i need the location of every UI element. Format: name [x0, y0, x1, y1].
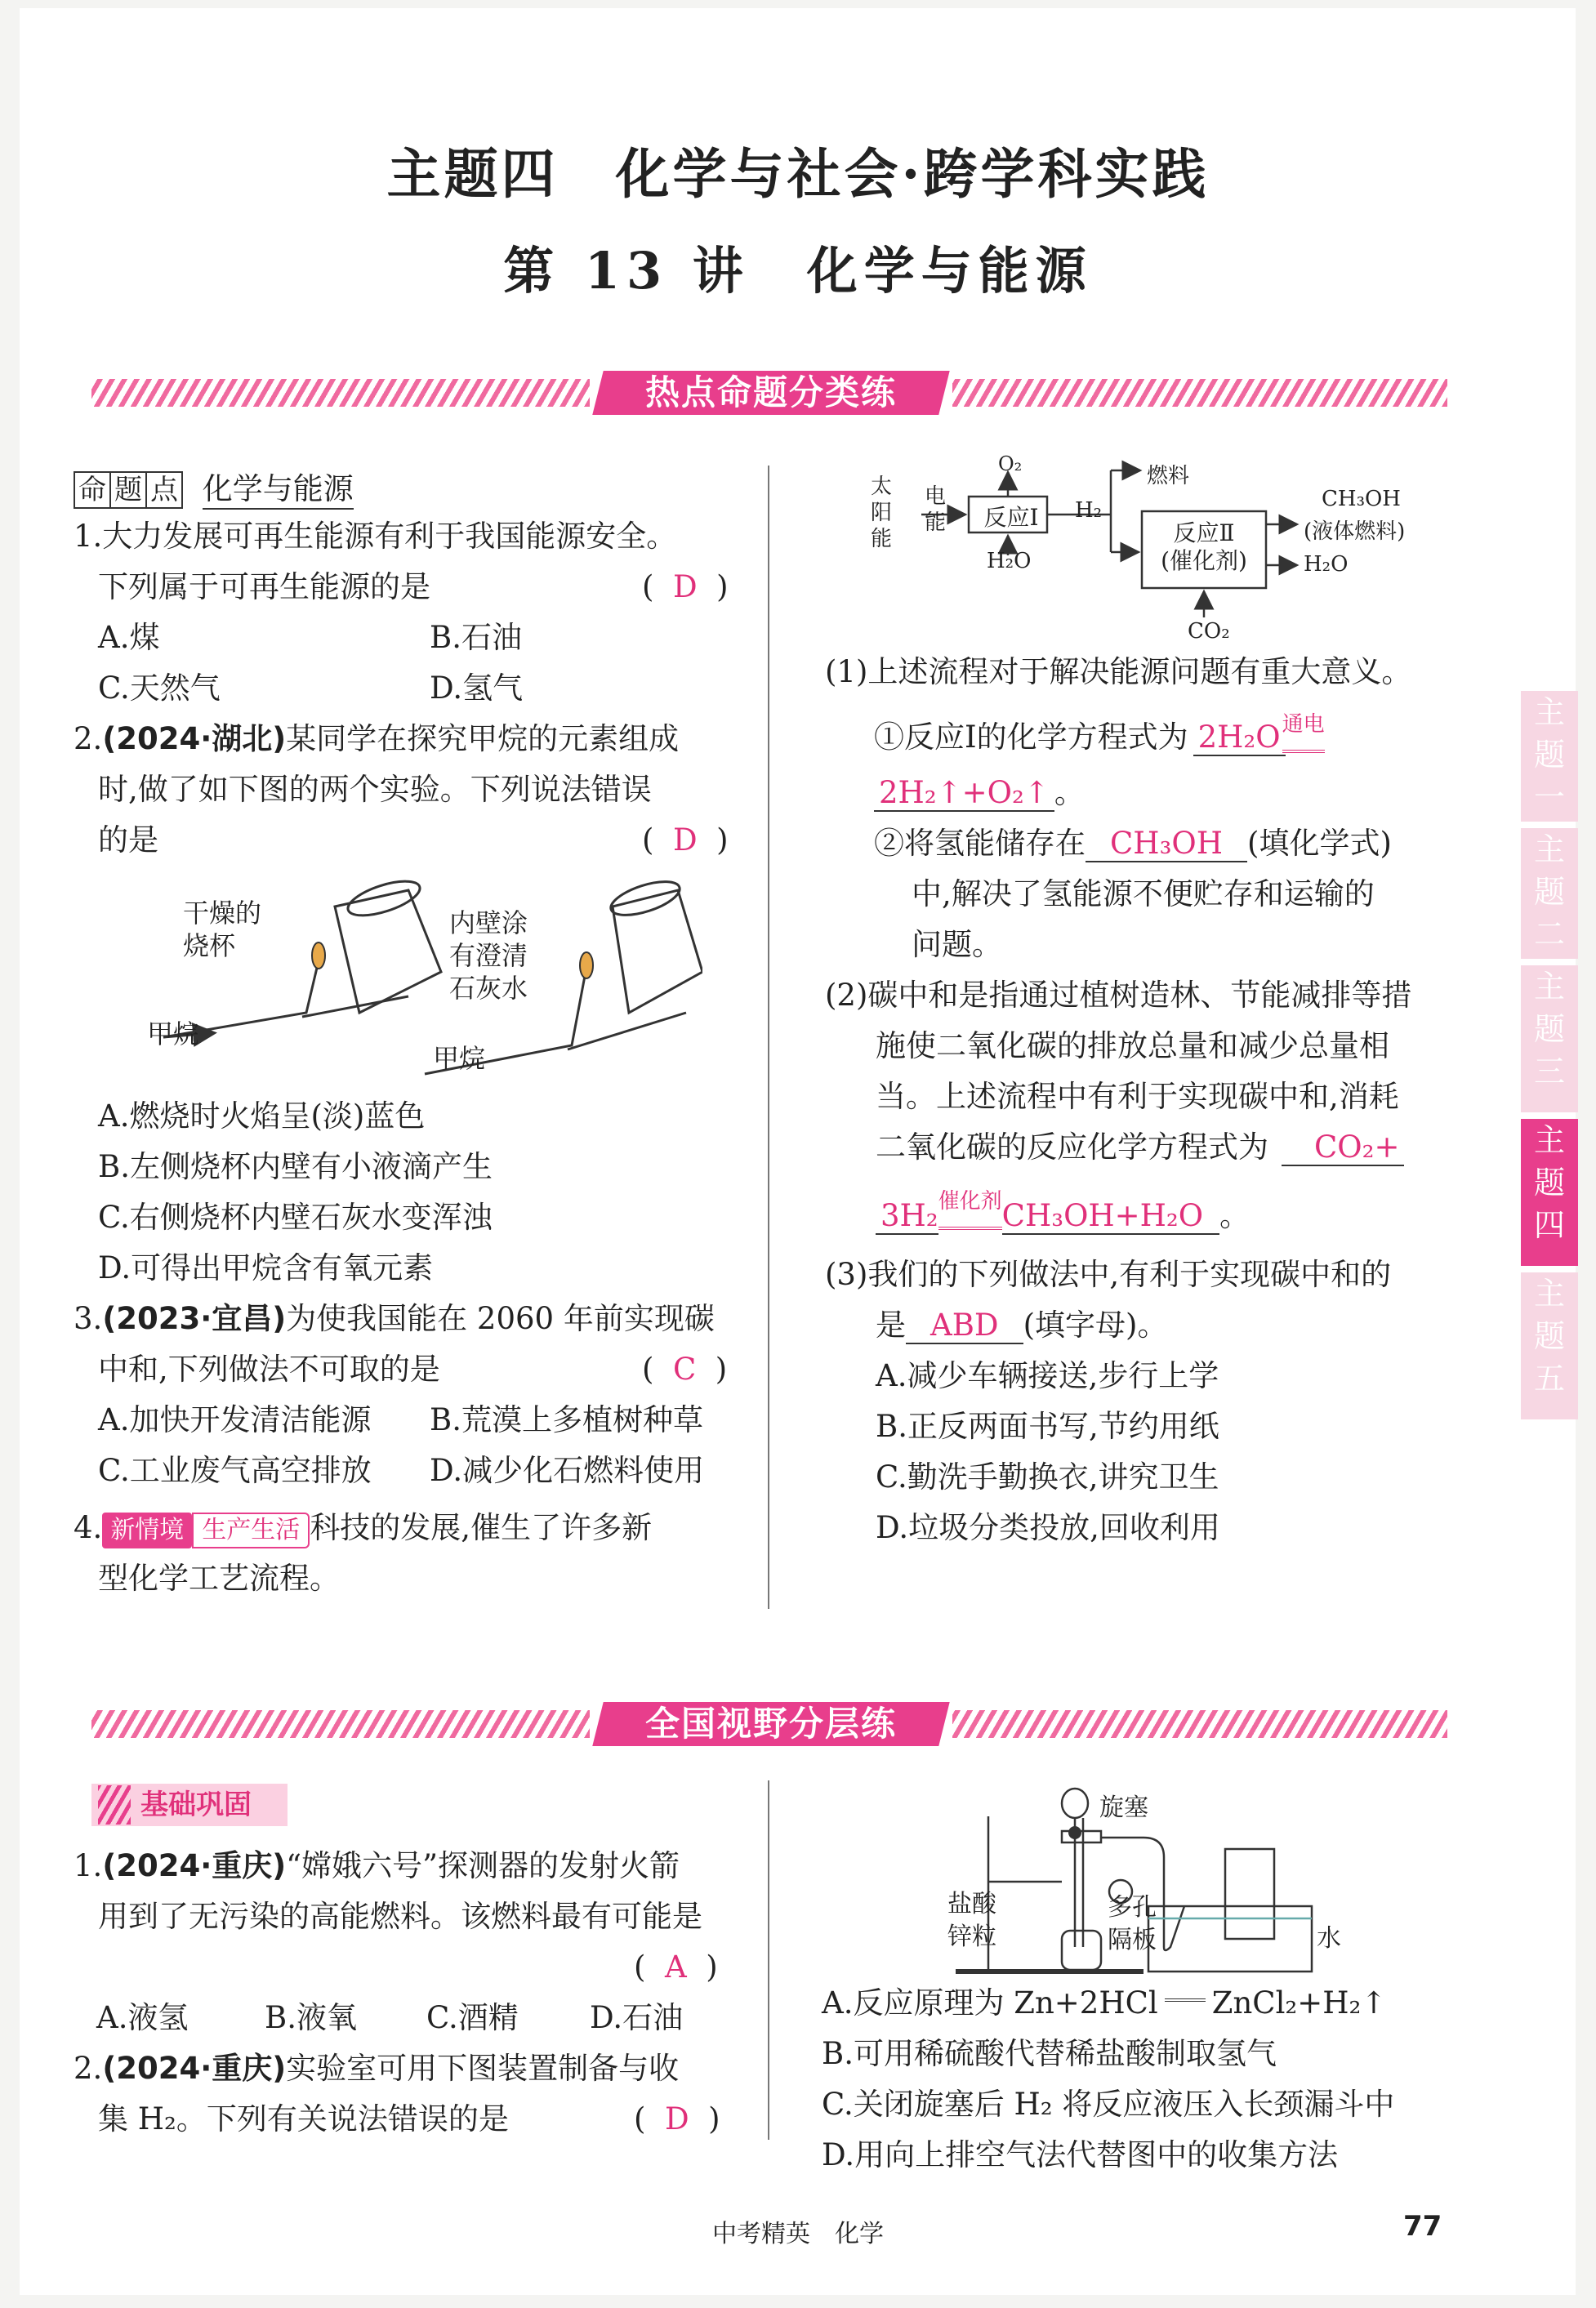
- part1b-answer: CH₃OH: [1086, 826, 1247, 862]
- flow-h2: H₂: [1075, 498, 1103, 523]
- q4-tag-production: 生产生活: [192, 1513, 310, 1548]
- q2-line1: 2.(2024·湖北)某同学在探究甲烷的元素组成: [74, 721, 680, 756]
- part2-answer-left: CO₂+: [1282, 1129, 1404, 1166]
- flow-power: 电能: [925, 484, 947, 535]
- side-tab-theme5[interactable]: 主题五: [1521, 1272, 1578, 1419]
- q3-answer-bracket: ( C ): [642, 1352, 728, 1387]
- section-banner-national: [91, 1702, 1447, 1746]
- fig-gas-label-right: 甲烷: [433, 1043, 486, 1074]
- s2-q2-line1: 2.(2024·重庆)实验室可用下图装置制备与收: [74, 2051, 680, 2086]
- side-tab-theme1[interactable]: 主题一: [1521, 691, 1578, 822]
- q2-option-d: D.可得出甲烷含有氧元素: [98, 1250, 434, 1285]
- part1b-line3: 问题。: [912, 927, 1002, 962]
- q1-option-a: A.煤: [98, 620, 160, 655]
- part1a-answer-right: 2H₂↑+O₂↑: [874, 775, 1054, 812]
- apparatus-acid-label: 盐酸: [947, 1890, 996, 1918]
- q2-line2: 时,做了如下图的两个实验。下列说法错误: [98, 772, 652, 807]
- part1a-line2: 2H₂↑+O₂↑ 。: [874, 768, 1085, 818]
- flow-fuel: 燃料: [1147, 464, 1190, 488]
- s2-q1-option-b: B.液氧: [265, 2000, 357, 2035]
- q2-line3: 的是: [98, 822, 158, 858]
- s2-q2-option-d: D.用向上排空气法代替图中的收集方法: [822, 2137, 1339, 2172]
- part2-line2: 施使二氧化碳的排放总量和减少总量相: [876, 1028, 1389, 1063]
- q4-tag-new-context: 新情境: [102, 1513, 192, 1548]
- part3-option-d: D.垃圾分类投放,回收利用: [876, 1510, 1220, 1545]
- s2-q1-line2: 用到了无污染的高能燃料。该燃料最有可能是: [98, 1899, 702, 1934]
- s2-q1-answer: A: [664, 1949, 687, 1985]
- s2-q1-option-c: C.酒精: [426, 2000, 519, 2035]
- q3-option-b: B.荒漠上多植树种草: [430, 1402, 703, 1437]
- q4-line2: 型化学工艺流程。: [98, 1561, 340, 1596]
- fig-gas-label-left: 甲烷: [147, 1018, 200, 1049]
- q2-answer-bracket: ( D ): [642, 822, 729, 858]
- part3-option-a: A.减少车辆接送,步行上学: [876, 1358, 1219, 1393]
- q3-answer: C: [672, 1352, 697, 1387]
- q3-source: (2023·宜昌): [102, 1301, 287, 1336]
- part1-heading: (1)上述流程对于解决能源问题有重大意义。: [825, 654, 1412, 689]
- q1-answer-bracket: ( D ): [642, 569, 729, 604]
- q1-answer: D: [672, 569, 698, 604]
- q1-option-b: B.石油: [430, 620, 522, 655]
- s2-q1-option-d: D.石油: [590, 2000, 684, 2035]
- flow-out2: H₂O: [1304, 552, 1349, 577]
- theme-title: 主题四 化学与社会·跨学科实践: [386, 142, 1210, 206]
- part2-condition: 催化剂: [938, 1176, 1002, 1230]
- part2-line1: (2)碳中和是指通过植树造林、节能减排等措: [825, 978, 1412, 1013]
- flow-co2: CO₂: [1188, 619, 1230, 644]
- flow-h2o-in: H₂O: [987, 549, 1032, 573]
- q2-option-a: A.燃烧时火焰呈(淡)蓝色: [98, 1098, 426, 1134]
- part3-answer: ABD: [906, 1308, 1023, 1344]
- q3-option-a: A.加快开发清洁能源: [98, 1402, 372, 1437]
- s2-q2-answer: D: [664, 2101, 689, 2136]
- q1-option-d: D.氢气: [430, 671, 524, 706]
- fig-left-label: 干燥的 烧杯: [183, 898, 262, 961]
- s2-q2-option-a: A.反应原理为 Zn+2HCl ZnCl₂+H₂↑: [822, 1985, 1387, 2021]
- part2-line5: 3H₂催化剂CH₃OH+H₂O 。: [876, 1191, 1250, 1248]
- part2-answer-h2: 3H₂: [876, 1198, 938, 1235]
- section-banner-national-label: 全国视野分层练: [644, 1704, 897, 1744]
- flow-out1-note: (液体燃料): [1304, 519, 1406, 544]
- flow-out1: CH₃OH: [1322, 487, 1401, 511]
- q2-answer: D: [672, 822, 698, 858]
- s2-q1-line1: 1.(2024·重庆)“嫦娥六号”探测器的发射火箭: [74, 1848, 680, 1883]
- s2-q1-option-a: A.液氢: [96, 2000, 189, 2035]
- s2-right-column: [822, 1978, 1491, 2182]
- apparatus-valve-label: 旋塞: [1099, 1793, 1148, 1822]
- side-tab-theme4[interactable]: 主题四: [1521, 1119, 1578, 1266]
- s2-q1-source: (2024·重庆): [102, 1848, 287, 1883]
- q3-option-c: C.工业废气高空排放: [98, 1453, 372, 1488]
- footer-book-title: 中考精英 化学: [712, 2220, 884, 2248]
- flow-box1: 反应Ⅰ: [983, 504, 1039, 531]
- q2-source: (2024·湖北): [102, 721, 287, 756]
- q2-option-c: C.右侧烧杯内壁石灰水变浑浊: [98, 1200, 493, 1235]
- flow-source: 太阳能: [871, 475, 893, 551]
- column-divider: [768, 466, 769, 1609]
- q3-line2: 中和,下列做法不可取的是: [98, 1352, 440, 1387]
- part1a-line1: ①反应Ⅰ的化学方程式为 2H₂O通电: [874, 712, 1325, 769]
- q2-option-b: B.左侧烧杯内壁有小液滴产生: [98, 1149, 493, 1184]
- flow-box2: 反应Ⅱ (催化剂): [1161, 519, 1247, 574]
- part3-option-c: C.勤洗手勤换衣,讲究卫生: [876, 1459, 1219, 1495]
- side-tab-theme3[interactable]: 主题三: [1521, 965, 1578, 1112]
- fig-right-label: 内壁涂 有澄清 石灰水: [449, 907, 528, 1004]
- s2-q2-option-c: C.关闭旋塞后 H₂ 将反应液压入长颈漏斗中: [822, 2087, 1395, 2122]
- part2-line3: 当。上述流程中有利于实现碳中和,消耗: [876, 1079, 1399, 1114]
- apparatus-water-label: 水: [1317, 1924, 1341, 1953]
- apparatus-plate-label: 多孔 隔板: [1108, 1893, 1157, 1954]
- apparatus-zinc-label: 锌粒: [947, 1923, 996, 1951]
- part3-option-b: B.正反两面书写,节约用纸: [876, 1409, 1219, 1444]
- q1-line2: 下列属于可再生能源的是: [98, 569, 430, 604]
- lecture-title: 第 13 讲 化学与能源: [503, 241, 1093, 301]
- part2-answer-right: CH₃OH+H₂O: [1002, 1198, 1219, 1235]
- basic-label: 基础巩固: [140, 1789, 252, 1821]
- basic-label-stripes: [98, 1785, 131, 1825]
- s2-q2-source: (2024·重庆): [102, 2051, 287, 2086]
- section-banner-hot-label: 热点命题分类练: [644, 372, 897, 412]
- right-column: [825, 647, 1478, 1570]
- q1-line1: 1.大力发展可再生能源有利于我国能源安全。: [74, 519, 677, 554]
- s2-q2-line2: 集 H₂。下列有关说法错误的是: [98, 2101, 509, 2136]
- s2-left-column: [74, 1841, 760, 2168]
- column-divider-2: [768, 1780, 769, 2140]
- q4-line1: 4. 新情境 生产生活 科技的发展,催生了许多新: [74, 1503, 652, 1553]
- s2-q2-answer-bracket: ( D ): [634, 2101, 720, 2136]
- q3-line1: 3.(2023·宜昌)为使我国能在 2060 年前实现碳: [74, 1301, 715, 1336]
- part3-line1: (3)我们的下列做法中,有利于实现碳中和的: [825, 1257, 1392, 1292]
- flow-o2: O₂: [998, 452, 1023, 475]
- part1b-line1: ②将氢能储存在 CH₃OH (填化学式): [874, 826, 1392, 861]
- q3-option-d: D.减少化石燃料使用: [430, 1453, 705, 1488]
- left-column: [74, 457, 751, 1617]
- s2-q2-option-b: B.可用稀硫酸代替稀盐酸制取氢气: [822, 2036, 1277, 2071]
- part1b-line2: 中,解决了氢能源不便贮存和运输的: [912, 876, 1375, 911]
- q1-option-c: C.天然气: [98, 671, 221, 706]
- part1a-condition: 通电: [1282, 699, 1325, 753]
- part3-line2: 是 ABD (填字母)。: [876, 1308, 1168, 1343]
- part2-line4: 二氧化碳的反应化学方程式为 CO₂+: [876, 1122, 1404, 1173]
- side-tab-theme2[interactable]: 主题二: [1521, 828, 1578, 959]
- topic-label: 命 题 点 化学与能源: [74, 464, 354, 515]
- page-number: 77: [1403, 2210, 1442, 2243]
- s2-q1-answer-bracket: ( A ): [634, 1949, 718, 1985]
- topic-name: 化学与能源: [203, 471, 354, 510]
- section-banner-hot: [91, 371, 1447, 415]
- part1a-answer-left: 2H₂O: [1193, 720, 1286, 756]
